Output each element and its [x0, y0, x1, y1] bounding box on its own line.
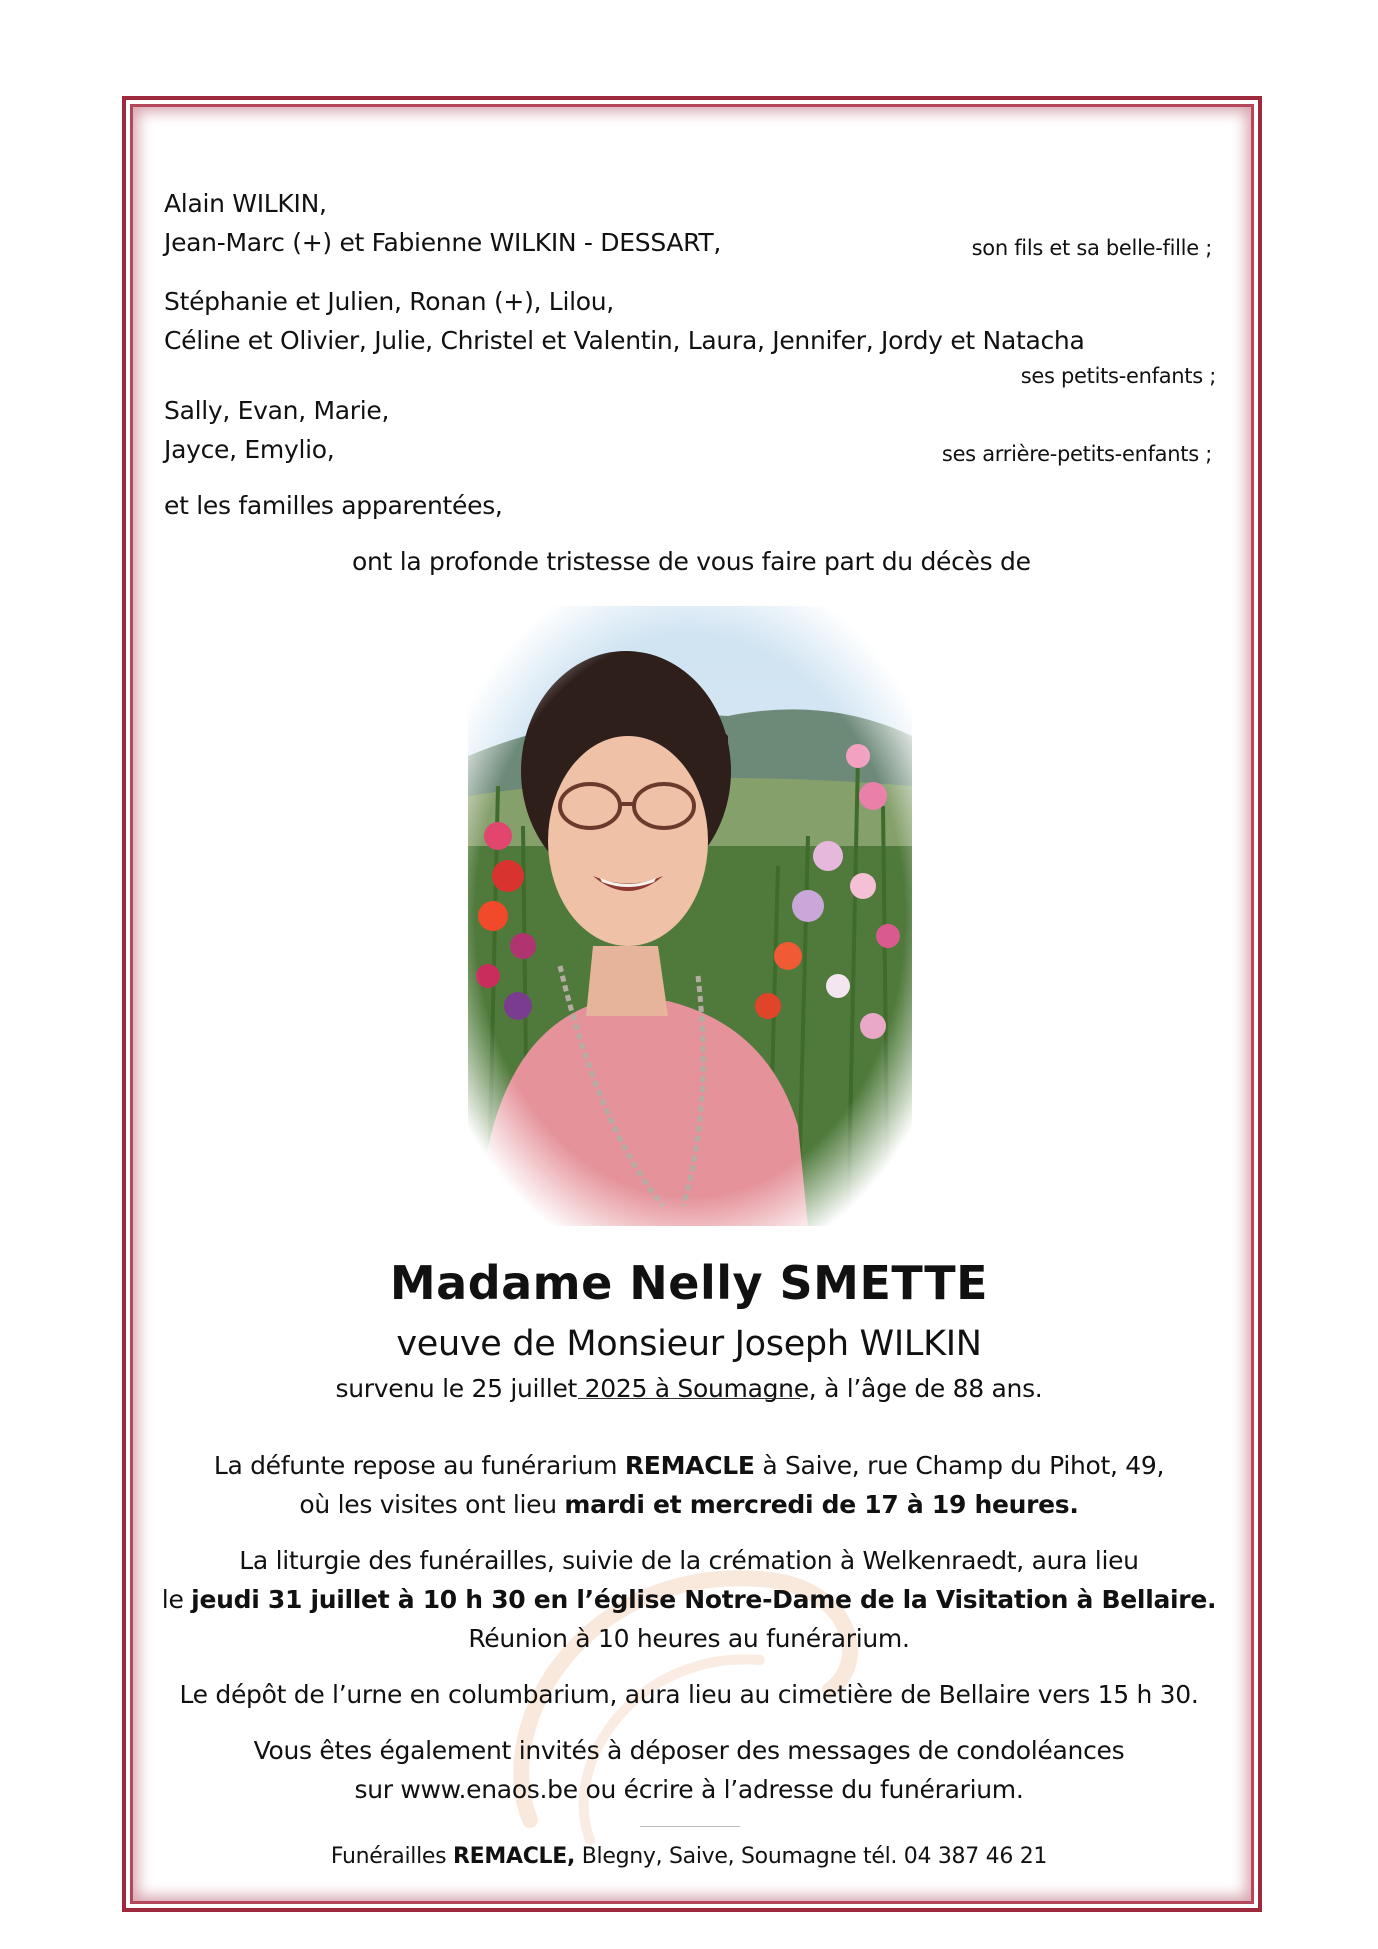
role-grandchildren: ses petits-enfants ;	[1020, 364, 1216, 388]
role-son: son fils et sa belle-fille ;	[971, 236, 1212, 260]
footer-funeral-home: Funérailles REMACLE, Blegny, Saive, Soumagne tél. 04 387 46 21	[330, 1844, 1048, 1869]
widow-of: veuve de Monsieur Joseph WILKIN	[396, 1324, 982, 1364]
footer-separator	[640, 1826, 740, 1827]
family-line-alain: Alain WILKIN,	[164, 189, 327, 218]
role-great-grandchildren: ses arrière-petits-enfants ;	[941, 442, 1212, 466]
deceased-name: Madame Nelly SMETTE	[389, 1256, 989, 1310]
death-info: survenu le 25 juillet 2025 à Soumagne, à l’âge de 88 ans.	[335, 1374, 1043, 1403]
liturgy-line-2: le jeudi 31 juillet à 10 h 30 en l’église Notre-Dame de la Visitation à Bellaire.	[161, 1585, 1217, 1614]
portrait-photo	[468, 606, 912, 1226]
liturgy-line-1: La liturgie des funérailles, suivie de la crémation à Welkenraedt, aura lieu	[239, 1546, 1139, 1575]
condolences-line-2: sur www.enaos.be ou écrire à l’adresse du funérarium.	[354, 1775, 1024, 1804]
reunion-line: Réunion à 10 heures au funérarium.	[468, 1624, 910, 1653]
announcement-text: ont la profonde tristesse de vous faire part du décès de	[352, 547, 1031, 576]
family-line-grandchildren-2: Céline et Olivier, Julie, Christel et Valentin, Laura, Jennifer, Jordy et Natacha	[164, 326, 1085, 355]
condolences-line-1: Vous êtes également invités à déposer des messages de condoléances	[253, 1736, 1125, 1765]
family-line-relatives: et les familles apparentées,	[164, 491, 503, 520]
repose-line: La défunte repose au funérarium REMACLE à Saive, rue Champ du Pihot, 49,	[213, 1451, 1165, 1480]
urn-line: Le dépôt de l’urne en columbarium, aura lieu au cimetière de Bellaire vers 15 h 30.	[179, 1680, 1199, 1709]
visits-line: où les visites ont lieu mardi et mercredi de 17 à 19 heures.	[299, 1490, 1079, 1519]
family-line-great-grandchildren-2: Jayce, Emylio,	[164, 435, 335, 464]
family-line-jean-marc: Jean-Marc (+) et Fabienne WILKIN - DESSART,	[164, 228, 722, 257]
family-line-great-grandchildren-1: Sally, Evan, Marie,	[164, 396, 390, 425]
family-line-grandchildren-1: Stéphanie et Julien, Ronan (+), Lilou,	[164, 287, 614, 316]
separator-line	[578, 1398, 800, 1399]
